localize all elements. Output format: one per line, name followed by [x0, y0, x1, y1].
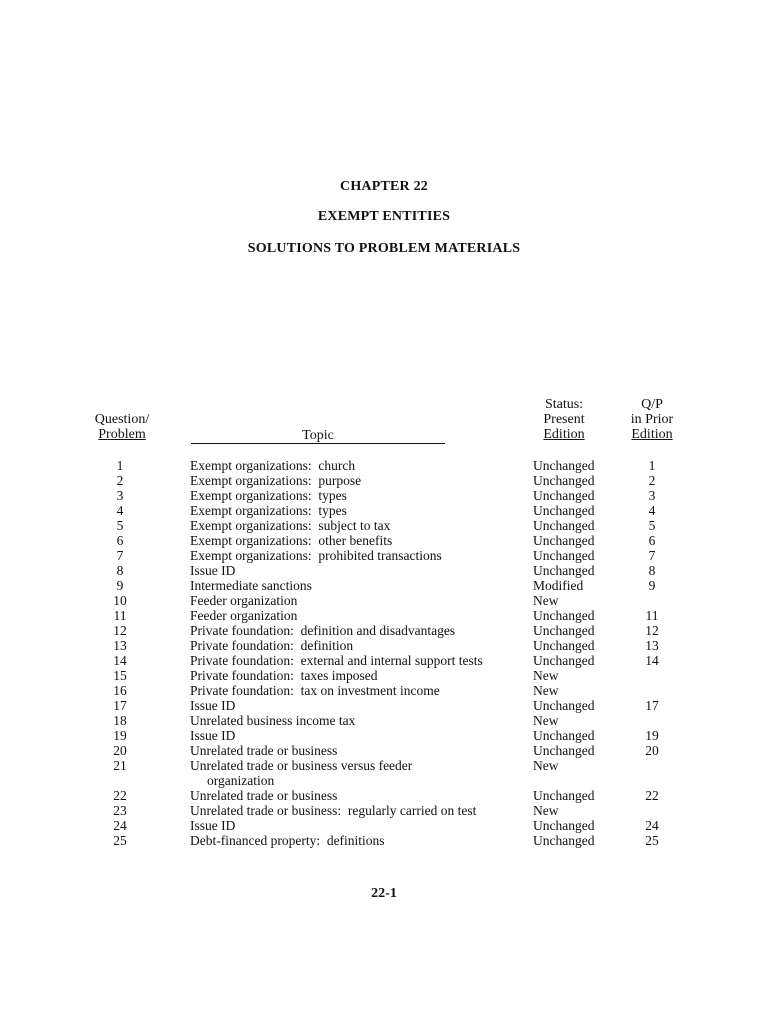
header-prior-line2: in Prior	[630, 412, 674, 427]
row-status: Unchanged	[533, 638, 595, 653]
row-topic	[190, 788, 530, 803]
row-topic-text: Private foundation: external and internal support tests	[190, 653, 483, 668]
row-topic-text: Exempt organizations: prohibited transactions	[190, 548, 442, 563]
row-number: 8	[116, 563, 124, 578]
table-row	[0, 728, 768, 743]
table-row	[0, 653, 768, 668]
row-topic-text: Private foundation: definition and disadvantages	[190, 623, 456, 638]
row-topic-text: Issue ID	[190, 728, 236, 743]
table-row	[0, 533, 768, 548]
row-topic-text: Issue ID	[190, 698, 236, 713]
row-topic-text: Exempt organizations: church	[190, 458, 356, 473]
row-number: 2	[116, 473, 124, 488]
row-topic-text: Issue ID	[190, 818, 236, 833]
row-topic	[190, 698, 530, 713]
row-topic-text: Unrelated trade or business	[190, 788, 338, 803]
row-prior: 7	[648, 548, 656, 563]
row-prior: 9	[648, 578, 656, 593]
table-row	[0, 638, 768, 653]
row-number: 19	[113, 728, 127, 743]
row-number: 21	[113, 758, 127, 773]
header-question-problem	[90, 412, 154, 442]
table-row	[0, 578, 768, 593]
row-prior: 22	[645, 788, 659, 803]
header-status	[530, 397, 598, 442]
row-topic	[190, 668, 530, 683]
row-prior: 4	[648, 503, 656, 518]
row-status: Unchanged	[533, 653, 595, 668]
table-row	[0, 698, 768, 713]
table-row	[0, 458, 768, 473]
row-topic-text: Private foundation: taxes imposed	[190, 668, 378, 683]
chapter-title: CHAPTER 22	[340, 179, 428, 194]
row-status: Unchanged	[533, 518, 595, 533]
row-status: Unchanged	[533, 698, 595, 713]
row-status: Unchanged	[533, 488, 595, 503]
row-number: 23	[113, 803, 127, 818]
row-topic-text: Exempt organizations: purpose	[190, 473, 362, 488]
row-status: New	[533, 668, 559, 683]
table-row	[0, 548, 768, 563]
row-topic	[190, 818, 530, 833]
row-status: Unchanged	[533, 743, 595, 758]
row-status: Modified	[533, 578, 584, 593]
row-prior: 19	[645, 728, 659, 743]
header-prior	[618, 397, 686, 442]
row-topic	[190, 833, 530, 848]
table-row	[0, 563, 768, 578]
table-row	[0, 473, 768, 488]
row-number: 24	[113, 818, 127, 833]
row-status: Unchanged	[533, 788, 595, 803]
table-row	[0, 788, 768, 803]
table-row	[0, 623, 768, 638]
row-topic-text: Unrelated trade or business: regularly carried on test	[190, 803, 477, 818]
table-row	[0, 758, 768, 788]
header-prior-line1: Q/P	[641, 397, 663, 412]
row-topic	[190, 608, 530, 623]
header-prior-line3: Edition	[631, 427, 673, 442]
row-status: New	[533, 593, 559, 608]
table-row	[0, 743, 768, 758]
row-number: 16	[113, 683, 127, 698]
table-row	[0, 608, 768, 623]
row-topic-text: Private foundation: definition	[190, 638, 354, 653]
section-title: SOLUTIONS TO PROBLEM MATERIALS	[247, 241, 521, 256]
table-row	[0, 518, 768, 533]
row-status: Unchanged	[533, 833, 595, 848]
row-topic-text: Private foundation: tax on investment income	[190, 683, 440, 698]
row-number: 20	[113, 743, 127, 758]
row-number: 22	[113, 788, 127, 803]
table-row	[0, 818, 768, 833]
row-status: Unchanged	[533, 548, 595, 563]
row-topic	[190, 593, 530, 608]
row-status: New	[533, 713, 559, 728]
row-topic	[190, 548, 530, 563]
row-topic	[190, 578, 530, 593]
row-number: 17	[113, 698, 127, 713]
table-row	[0, 713, 768, 728]
row-topic	[190, 473, 530, 488]
row-topic	[190, 503, 530, 518]
row-number: 7	[116, 548, 124, 563]
chapter-subject: EXEMPT ENTITIES	[317, 209, 451, 224]
row-status: Unchanged	[533, 728, 595, 743]
row-number: 13	[113, 638, 127, 653]
row-prior: 3	[648, 488, 656, 503]
row-topic-continuation: organization	[207, 773, 275, 788]
row-topic	[190, 533, 530, 548]
row-topic	[190, 488, 530, 503]
row-topic-text: Intermediate sanctions	[190, 578, 312, 593]
row-topic	[190, 743, 530, 758]
row-topic-text: Exempt organizations: other benefits	[190, 533, 393, 548]
problem-table	[0, 458, 768, 848]
row-prior: 24	[645, 818, 659, 833]
row-prior: 2	[648, 473, 656, 488]
table-row	[0, 488, 768, 503]
row-status: New	[533, 683, 559, 698]
row-topic	[190, 713, 530, 728]
table-row	[0, 593, 768, 608]
row-status: New	[533, 758, 559, 773]
row-number: 9	[116, 578, 124, 593]
row-number: 12	[113, 623, 127, 638]
row-topic-text: Feeder organization	[190, 608, 298, 623]
row-number: 5	[116, 518, 124, 533]
table-row	[0, 683, 768, 698]
header-status-line3: Edition	[543, 427, 585, 442]
header-topic: Topic	[191, 428, 445, 444]
row-prior: 12	[645, 623, 659, 638]
row-topic	[190, 458, 530, 473]
row-topic-text: Exempt organizations: types	[190, 488, 347, 503]
row-topic	[190, 803, 530, 818]
page-number: 22-1	[371, 886, 397, 901]
row-status: Unchanged	[533, 608, 595, 623]
row-prior: 13	[645, 638, 659, 653]
row-number: 1	[116, 458, 124, 473]
row-topic-text: Unrelated trade or business versus feeder	[190, 758, 413, 773]
row-prior: 17	[645, 698, 659, 713]
table-row	[0, 668, 768, 683]
row-number: 3	[116, 488, 124, 503]
row-status: New	[533, 803, 559, 818]
row-topic-text: Exempt organizations: types	[190, 503, 347, 518]
row-topic	[190, 653, 530, 668]
row-number: 10	[113, 593, 127, 608]
row-prior: 5	[648, 518, 656, 533]
table-row	[0, 503, 768, 518]
row-topic-text: Unrelated trade or business	[190, 743, 338, 758]
row-status: Unchanged	[533, 503, 595, 518]
row-topic	[190, 623, 530, 638]
row-number: 11	[113, 608, 127, 623]
row-status: Unchanged	[533, 623, 595, 638]
row-topic-text: Debt-financed property: definitions	[190, 833, 385, 848]
row-topic-text: Feeder organization	[190, 593, 298, 608]
row-number: 18	[113, 713, 127, 728]
row-prior: 8	[648, 563, 656, 578]
header-status-line1: Status:	[544, 397, 584, 412]
row-topic	[190, 518, 530, 533]
row-number: 4	[116, 503, 124, 518]
row-prior: 6	[648, 533, 656, 548]
row-number: 25	[113, 833, 127, 848]
row-prior: 11	[645, 608, 659, 623]
row-status: Unchanged	[533, 458, 595, 473]
row-topic	[190, 638, 530, 653]
table-row	[0, 833, 768, 848]
row-number: 6	[116, 533, 124, 548]
row-topic-text: Exempt organizations: subject to tax	[190, 518, 391, 533]
header-question-line2: Problem	[98, 427, 146, 442]
row-status: Unchanged	[533, 818, 595, 833]
header-question-line1: Question/	[94, 412, 150, 427]
row-topic	[190, 563, 530, 578]
table-row	[0, 803, 768, 818]
row-topic-text: Issue ID	[190, 563, 236, 578]
header-status-line2: Present	[543, 412, 585, 427]
row-topic	[190, 728, 530, 743]
row-topic-text: Unrelated business income tax	[190, 713, 356, 728]
row-number: 14	[113, 653, 127, 668]
row-topic	[190, 758, 530, 788]
row-prior: 1	[648, 458, 656, 473]
row-status: Unchanged	[533, 473, 595, 488]
row-status: Unchanged	[533, 533, 595, 548]
row-prior: 25	[645, 833, 659, 848]
row-topic	[190, 683, 530, 698]
row-status: Unchanged	[533, 563, 595, 578]
row-prior: 14	[645, 653, 659, 668]
row-prior: 20	[645, 743, 659, 758]
row-number: 15	[113, 668, 127, 683]
